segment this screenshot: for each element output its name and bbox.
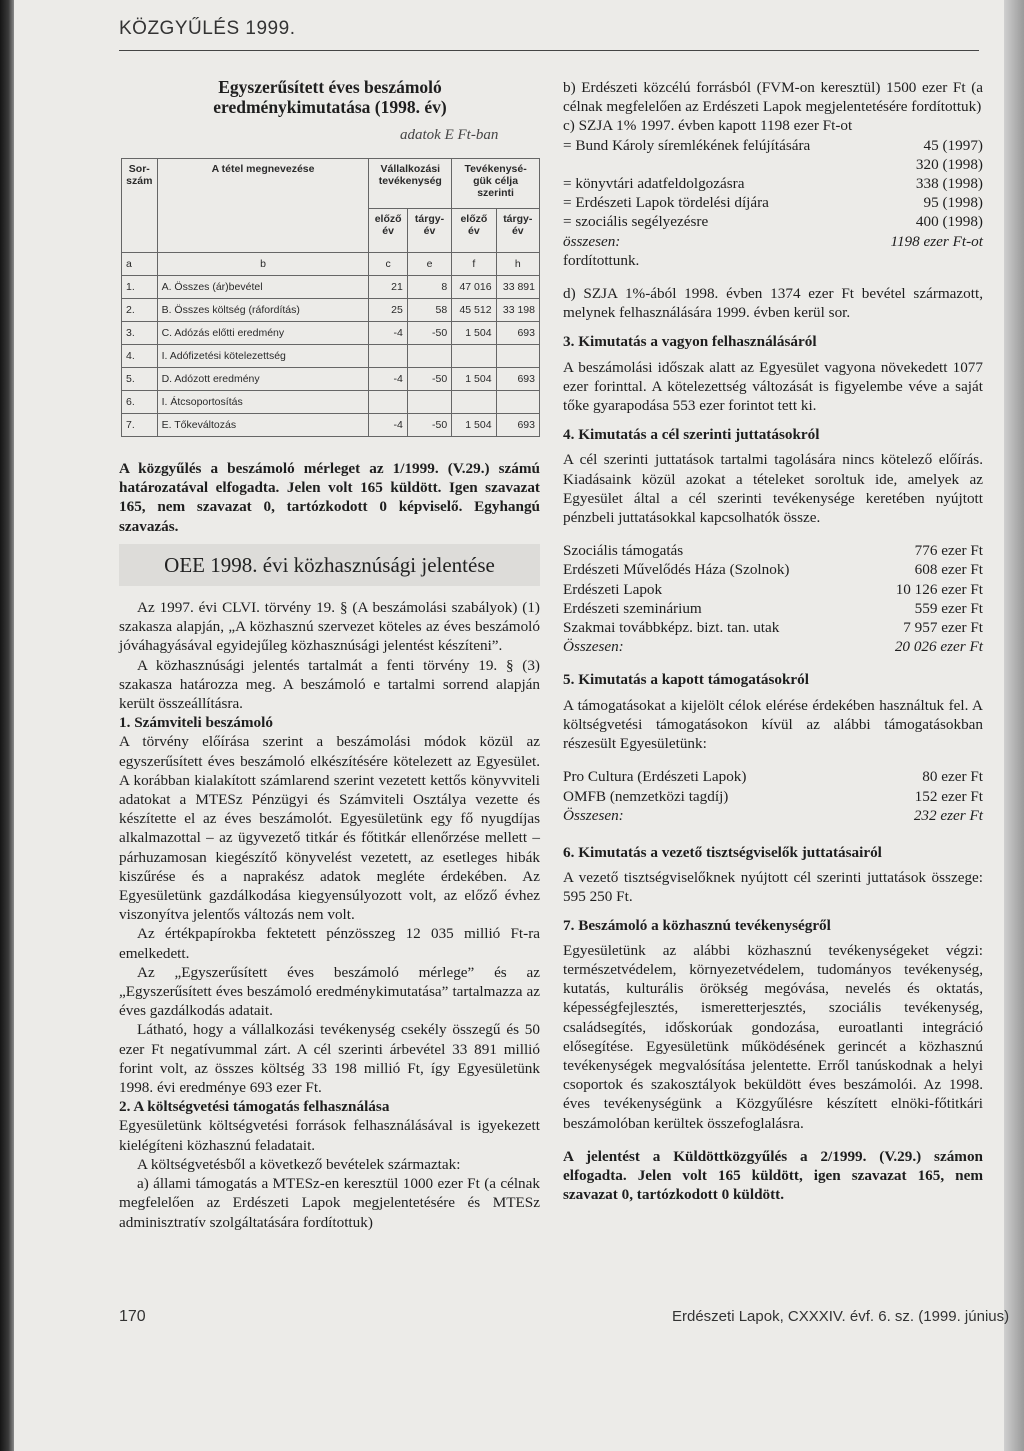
binding-shadow: [0, 0, 14, 1451]
cell-value: 47 016: [452, 276, 496, 299]
list-item: = szociális segélyezésre 400 (1998): [563, 213, 983, 231]
section-heading: 1. Számviteli beszámoló: [119, 714, 273, 732]
paragraph: fordítottunk.: [563, 251, 640, 269]
list-item: = Erdészeti Lapok tördelési díjára 95 (1998): [563, 194, 983, 212]
cell-value: 33 198: [496, 299, 539, 322]
section-heading: 3. Kimutatás a vagyon felhasználásáról: [563, 333, 817, 351]
cell-value: 21: [369, 276, 407, 299]
table-row: [122, 276, 540, 299]
table-unit-note: adatok E Ft-ban: [400, 127, 499, 143]
report-title: [140, 77, 520, 117]
th-tetel: A tétel megnevezése: [157, 159, 369, 253]
row-number: 3.: [122, 322, 158, 345]
cell-value: [407, 345, 451, 368]
paragraph: c) SZJA 1% 1997. évben kapott 1198 ezer Ft-ot: [563, 117, 853, 135]
paragraph: a) állami támogatás a MTESz-en keresztül 1000 ezer Ft (a célnak megfelelően az Erdészeti Lapok megjelentetésére és MTESz adminisztratív szolgáltatására fordítottuk): [119, 1175, 540, 1231]
paragraph: Az „Egyszerűsített éves beszámoló mérlege” és az „Egyszerűsített éves beszámoló eredménykimutatása” tartalmazza az éves gazdálkodás adatait.: [119, 963, 540, 1020]
col-letter: a: [122, 253, 158, 276]
cell-value: -4: [369, 368, 407, 391]
cell-value: 33 891: [496, 276, 539, 299]
section-heading: 2. A költségvetési támogatás felhasználása: [119, 1098, 390, 1116]
right-column-text: [563, 78, 983, 1204]
th-elozo-2: előző év: [452, 209, 496, 253]
cell-value: -50: [407, 322, 451, 345]
section-heading: 5. Kimutatás a kapott támogatásokról: [563, 671, 809, 689]
cell-value: 45 512: [452, 299, 496, 322]
cell-value: -4: [369, 414, 407, 437]
paragraph: Az 1997. évi CLVI. törvény 19. § (A beszámolási szabályok) (1) szakasza alapján, „A közhasznú szervezet köteles az éves beszámoló jóváhagyásával egyidejűleg közhasznúsági jelentést készíteni”.: [119, 599, 540, 655]
cell-value: -50: [407, 368, 451, 391]
table-row: [122, 322, 540, 345]
section-heading: 4. Kimutatás a cél szerinti juttatásokról: [563, 426, 820, 444]
report-title-line-1: Egyszerűsített éves beszámoló: [218, 77, 442, 97]
list-item: = könyvtári adatfeldolgozásra 338 (1998): [563, 175, 983, 193]
row-name: C. Adózás előtti eredmény: [157, 322, 369, 345]
th-vallalkozasi: Vállalkozási tevékenység: [369, 159, 452, 209]
col-letter: h: [496, 253, 539, 276]
row-name: A. Összes (ár)bevétel: [157, 276, 369, 299]
cell-value: 58: [407, 299, 451, 322]
paragraph: A beszámolási időszak alatt az Egyesület vagyona növekedett 1077 ezer forinttal. A kötelezettség változását is figyelembe véve a saját tőke gyarapodása 553 ezer forintot tett ki.: [563, 358, 983, 415]
cell-value: 1 504: [452, 368, 496, 391]
page-number: 170: [119, 1308, 146, 1325]
cell-value: [407, 391, 451, 414]
col-letter: c: [369, 253, 407, 276]
cell-value: 1 504: [452, 322, 496, 345]
list-item: Szociális támogatás 776 ezer Ft: [563, 542, 983, 560]
col-letter: f: [452, 253, 496, 276]
cell-value: -4: [369, 322, 407, 345]
paragraph: Az értékpapírokba fektetett pénzösszeg 12 035 millió Ft-ra emelkedett.: [119, 925, 540, 962]
cell-value: -50: [407, 414, 451, 437]
list-item: Erdészeti szeminárium 559 ezer Ft: [563, 599, 983, 617]
journal-citation: Erdészeti Lapok, CXXXIV. évf. 6. sz. (1999. június): [672, 1308, 1010, 1325]
row-name: I. Átcsoportosítás: [157, 391, 369, 414]
report-title-line-2: eredménykimutatása (1998. év): [213, 97, 447, 117]
cell-value: [452, 345, 496, 368]
table-row: [122, 368, 540, 391]
table-row: [122, 414, 540, 437]
row-number: 1.: [122, 276, 158, 299]
paragraph: Látható, hogy a vállalkozási tevékenység csekély összegű és 50 ezer Ft negatívummal zárt. A cél szerinti árbevétel 33 891 millió forint volt, az összes költség 33 198 millió Ft, így Egyesületünk 1998. évi eredménye 693 ezer Ft.: [119, 1021, 540, 1097]
list-item: Pro Cultura (Erdészeti Lapok) 80 ezer Ft: [563, 768, 983, 786]
col-letter: e: [407, 253, 451, 276]
th-sorszam: Sor-szám: [122, 159, 158, 253]
section-heading: 6. Kimutatás a vezető tisztségviselők juttatásairól: [563, 843, 882, 861]
table-row: [122, 345, 540, 368]
header-rule: [119, 50, 979, 51]
cell-value: 693: [496, 414, 539, 437]
th-targy-2: tárgy-év: [496, 209, 539, 253]
row-name: E. Tőkeváltozás: [157, 414, 369, 437]
list-item: 320 (1998): [915, 155, 983, 173]
cell-value: [452, 391, 496, 414]
list-item: Erdészeti Művelődés Háza (Szolnok) 608 ezer Ft: [563, 561, 983, 579]
row-number: 2.: [122, 299, 158, 322]
list-item: OMFB (nemzetközi tagdíj) 152 ezer Ft: [563, 787, 983, 805]
cell-value: 8: [407, 276, 451, 299]
th-targy-1: tárgy-év: [407, 209, 451, 253]
resolution-text: A közgyűlés a beszámoló mérleget az 1/1999. (V.29.) számú határozatával elfogadta. Jelen volt 165 küldött. Igen szavazat 165, nem szavazat 0, tartózkodott 0 képviselő. Egyhangú szavazás.: [119, 460, 540, 535]
paragraph: A támogatásokat a kijelölt célok elérése érdekében használtuk fel. A költségvetési támogatásokon kívül az alábbi támogatásokban részesült Egyesületünk:: [563, 696, 983, 753]
paragraph: A törvény előírása szerint a beszámolási módok közül az egyszerűsített éves beszámoló elkészítésére kötelezett az Egyesület. A korábban kialakított számlarend szerint vezetett kettős könyvviteli adatokat a MTESz Pénzügyi és Számviteli Osztálya vezette és készítette el az éves beszámolót. Egyesületünk egy fő nyugdíjas alkalmazottal – az ügyvezető titkár és főtitkár ellenőrzése mellett – párhuzamosan kiegészítő könyvelést vezetett, az esetleges hibák kiszűrése és a naprakész adatok megléte érdekében. Az Egyesületünk gazdálkodása kiegyensúlyozott volt, az előző évhez viszonyítva jelentős változás nem volt.: [119, 733, 540, 924]
table-row: [122, 299, 540, 322]
paragraph: b) Erdészeti közcélú forrásból (FVM-on keresztül) 1500 ezer Ft (a célnak megfelelően az Erdészeti Lapok megjelentetésére fordítottuk): [563, 79, 983, 116]
cell-value: [496, 345, 539, 368]
paragraph: A költségvetésből a következő bevételek származtak:: [137, 1155, 461, 1173]
col-letter: b: [157, 253, 369, 276]
section-banner: OEE 1998. évi közhasznúsági jelentése: [119, 544, 540, 586]
list-total: Összesen: 232 ezer Ft: [563, 806, 983, 824]
cell-value: [369, 391, 407, 414]
list-total: Összesen: 20 026 ezer Ft: [563, 638, 983, 656]
row-number: 5.: [122, 368, 158, 391]
row-number: 4.: [122, 345, 158, 368]
cell-value: [496, 391, 539, 414]
cell-value: 693: [496, 368, 539, 391]
paragraph: d) SZJA 1%-ából 1998. évben 1374 ezer Ft bevétel származott, melynek felhasználására 1999. évben kerül sor.: [563, 285, 983, 322]
paragraph: A közhasznúsági jelentés tartalmát a fenti törvény 19. § (3) szakasza határozza meg. A beszámoló e tartalmi sorrend alapján került összeállításra.: [119, 656, 540, 713]
row-number: 6.: [122, 391, 158, 414]
running-head: KÖZGYŰLÉS 1999.: [119, 18, 296, 39]
list-total: összesen: 1198 ezer Ft-ot: [563, 232, 983, 250]
cell-value: [369, 345, 407, 368]
closing-statement: A jelentést a Küldöttközgyűlés a 2/1999. (V.29.) számon elfogadta. Jelen volt 165 küldött, igen szavazat 165, nem szavazat 0, tartózkodott 0 küldött.: [563, 1147, 983, 1204]
row-name: I. Adófizetési kötelezettség: [157, 345, 369, 368]
paragraph: A vezető tisztségviselőknek nyújtott cél szerinti juttatások összege: 595 250 Ft.: [563, 869, 983, 906]
section-heading: 7. Beszámoló a közhasznú tevékenységről: [563, 916, 831, 934]
row-name: B. Összes költség (ráfordítás): [157, 299, 369, 322]
paragraph: Egyesületünk az alábbi közhasznú tevékenységeket végzi: természetvédelem, környezetvédelem, tudományos tevékenység, kutatás, kulturális örökség megóvása, nevelés és oktatás, képességfejlesztés, ismeretterjesztés, szociális tevékenység, családsegítés, időskorúak gondozása, euroatlanti integráció elősegítése. Egyesületünk működésének gerincét a közhasznú tevékenységek megvalósítása jelentette. Erről tanúskodnak a helyi csoportok és szakosztályok beküldött éves beszámolói. Az 1998. éves tevékenységünk a Közgyűlésre készített elnöki-főtitkári beszámolóban kerültek összefoglalásra.: [563, 941, 983, 1132]
list-item: = Bund Károly síremlékének felújítására 45 (1997): [563, 136, 983, 154]
income-statement-table: [121, 158, 540, 437]
list-item: Szakmai továbbképz. bizt. tan. utak 7 957 ezer Ft: [563, 619, 983, 637]
th-elozo-1: előző év: [369, 209, 407, 253]
row-number: 7.: [122, 414, 158, 437]
page-edge: [1004, 0, 1024, 1451]
cell-value: 693: [496, 322, 539, 345]
table-row: [122, 391, 540, 414]
paragraph: Egyesületünk költségvetési források felhasználásával is igyekezett kielégíteni közhasznú feladatait.: [119, 1117, 540, 1154]
cell-value: 25: [369, 299, 407, 322]
th-tevekenyseg: Tevékenysé-gük célja szerinti: [452, 159, 540, 209]
row-name: D. Adózott eredmény: [157, 368, 369, 391]
cell-value: 1 504: [452, 414, 496, 437]
left-column-text: [119, 598, 540, 1232]
list-item: Erdészeti Lapok 10 126 ezer Ft: [563, 580, 983, 598]
paragraph: A cél szerinti juttatások tartalmi tagolására nincs kötelező előírás. Kiadásaink közül azokat a tételeket soroltuk ide, amelyek az Egyesület által a cél szerinti tevékenysége keretében nyújtott pénzbeli juttatásokkal kapcsolhatók össze.: [563, 451, 983, 527]
